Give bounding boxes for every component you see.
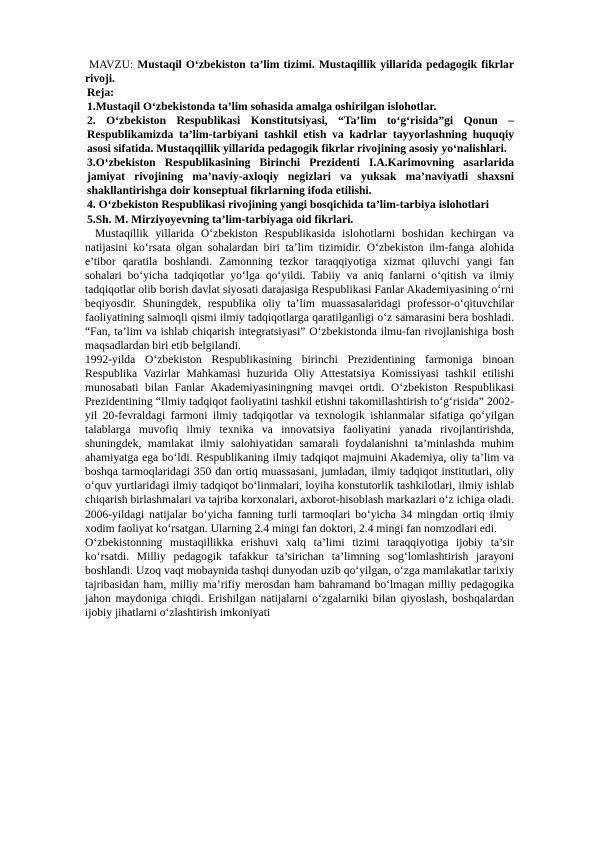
plan-heading: Reja: bbox=[87, 86, 115, 100]
topic-line bbox=[85, 58, 514, 86]
plan-item-4: 4. O‘zbekiston Respublikasi rivojining yangi bosqichida ta’lim-tarbiya islohotlari bbox=[87, 198, 489, 212]
document-page bbox=[85, 58, 514, 620]
plan-item-1: 1.Mustaqil O‘zbekistonda ta’lim sohasida amalga oshirilgan islohotlar. bbox=[87, 100, 437, 114]
body-paragraph-2: 1992-yilda O‘zbekiston Respublikasining birinchi Prezidentining farmoniga binoan Respublika Vazirlar Mahkamasi huzurida Oliy Attestatsiya Komissiyasi tashkil etilishi munosabati bilan Fanlar Akademiyasiningning mavqei ortdi. O‘zbekiston Respublikasi Prezidentining “Ilmiy tadqiqot faoliyatini tashkil etishni takomillashtirish to‘g‘risida” 2002-yil 20-fevraldagi farmoni ilmiy tadqiqotlar va texnologik ishlanmalar sifatiga qo‘yilgan talablarga muvofiq ilmiy texnika va innovatsiya faoliyatini yanada rivojlantirishda, shuningdek, mamlakat ilmiy salohiyatidan samarali foydalanishni ta’minlashda muhim ahamiyatga ega bo‘ldi. Respublikaning ilmiy tadqiqot majmuini Akademiya, oliy ta’lim va boshqa tarmoqlaridagi 350 dan ortiq muassasani, jumladan, ilmiy tadqiqot institutlari, oliy o‘quv yurtlaridagi ilmiy tadqiqot bo‘linmalari, loyiha konstutorlik tashkilotlari, ilmiy ishlab chiqarish birlashmalari va tajriba korxonalari, axborot-hisoblash markazlari o‘z ichiga oladi. 2006-yildagi natijalar bo‘yicha fanning turli tarmoqlari bo‘yicha 34 mingdan ortiq ilmiy xodim faoliyat ko‘rsatgan. Ularning 2.4 mingi fan doktori, 2.4 mingi fan nomzodlari edi. bbox=[85, 352, 514, 535]
body-paragraph-1: Mustaqillik yillarida O‘zbekiston Respublikasida islohotlarni boshidan kechirgan va natijasini ko‘rsata olgan sohalardan biri ta’lim tizimidir. O‘zbekiston ilm-fanga alohida e’tibor qaratila boshlandi. Zamonning tezkor taraqqiyotiga xizmat qiluvchi yangi fan sohalari bo‘yicha tadqiqotlar yo‘lga qo‘yildi. Tabiiy va aniq fanlarni o‘qitish va ilmiy tadqiqotlar olib borish davlat siyosati darajasiga Respublikasi Fanlar Akademiyasining o‘rni beqiyosdir. Shuningdek, respublika oliy ta’lim muassasalaridagi professor-o‘qituvchilar faoliyatining salmoqli qismi ilmiy tadqiqotlarga qaratilganligi o‘z samarasini bera boshladi. “Fan, ta’lim va ishlab chiqarish integratsiyasi” O‘zbekistonda ilmu-fan rivojlanishiga bosh maqsadlardan biri etib belgilandi. bbox=[85, 226, 514, 352]
body-paragraph-3: O‘zbekistonning mustaqillikka erishuvi xalq ta’limi tizimi taraqqiyotiga ijobiy ta’sir ko‘rsatdi. Milliy pedagogik tafakkur ta’sirichan ta’limning sog‘lomlashtirish jarayoni boshlandi. Uzoq vaqt mobaynida tashqi dunyodan uzib qo‘yilgan, o‘zga mamlakatlar tarixiy tajribasidan ham, milliy ma’rifiy merosdan ham bahramand bo‘lmagan milliy pedagogika jahon maydoniga chiqdi. Erishilgan natijalarni o‘zgalarniki bilan qiyoslash, boshqalardan ijobiy jihatlarni o‘zlashtirish imkoniyati bbox=[85, 535, 514, 619]
plan-item-2: 2. O‘zbekiston Respublikasi Konstitutsiyasi, “Ta’lim to‘g‘risida”gi Qonun – Respublikamizda ta’lim-tarbiyani tashkil etish va kadrlar tayyorlashning huquqiy asosi sifatida. Mustaqqillik yillarida pedagogik fikrlar rivojining asosiy yo‘nalishlari. bbox=[87, 114, 514, 156]
topic-label: MAVZU: bbox=[89, 58, 134, 71]
plan-item-5: 5.Sh. M. Mirziyoyevning ta’lim-tarbiyaga oid fikrlari. bbox=[87, 212, 354, 226]
topic-title: Mustaqil O‘zbekiston ta’lim tizimi. Mustaqillik yillarida pedagogik fikrlar rivoji. bbox=[85, 58, 514, 86]
plan-item-3: 3.O‘zbekiston Respublikasining Birinchi Prezidenti I.A.Karimovning asarlarida jamiyat rivojining ma’naviy-axloqiy negizlari va yuksak ma’naviyatli shaxsni shakllantirishga doir konseptual fikrlarning ifoda etilishi. bbox=[87, 156, 514, 198]
